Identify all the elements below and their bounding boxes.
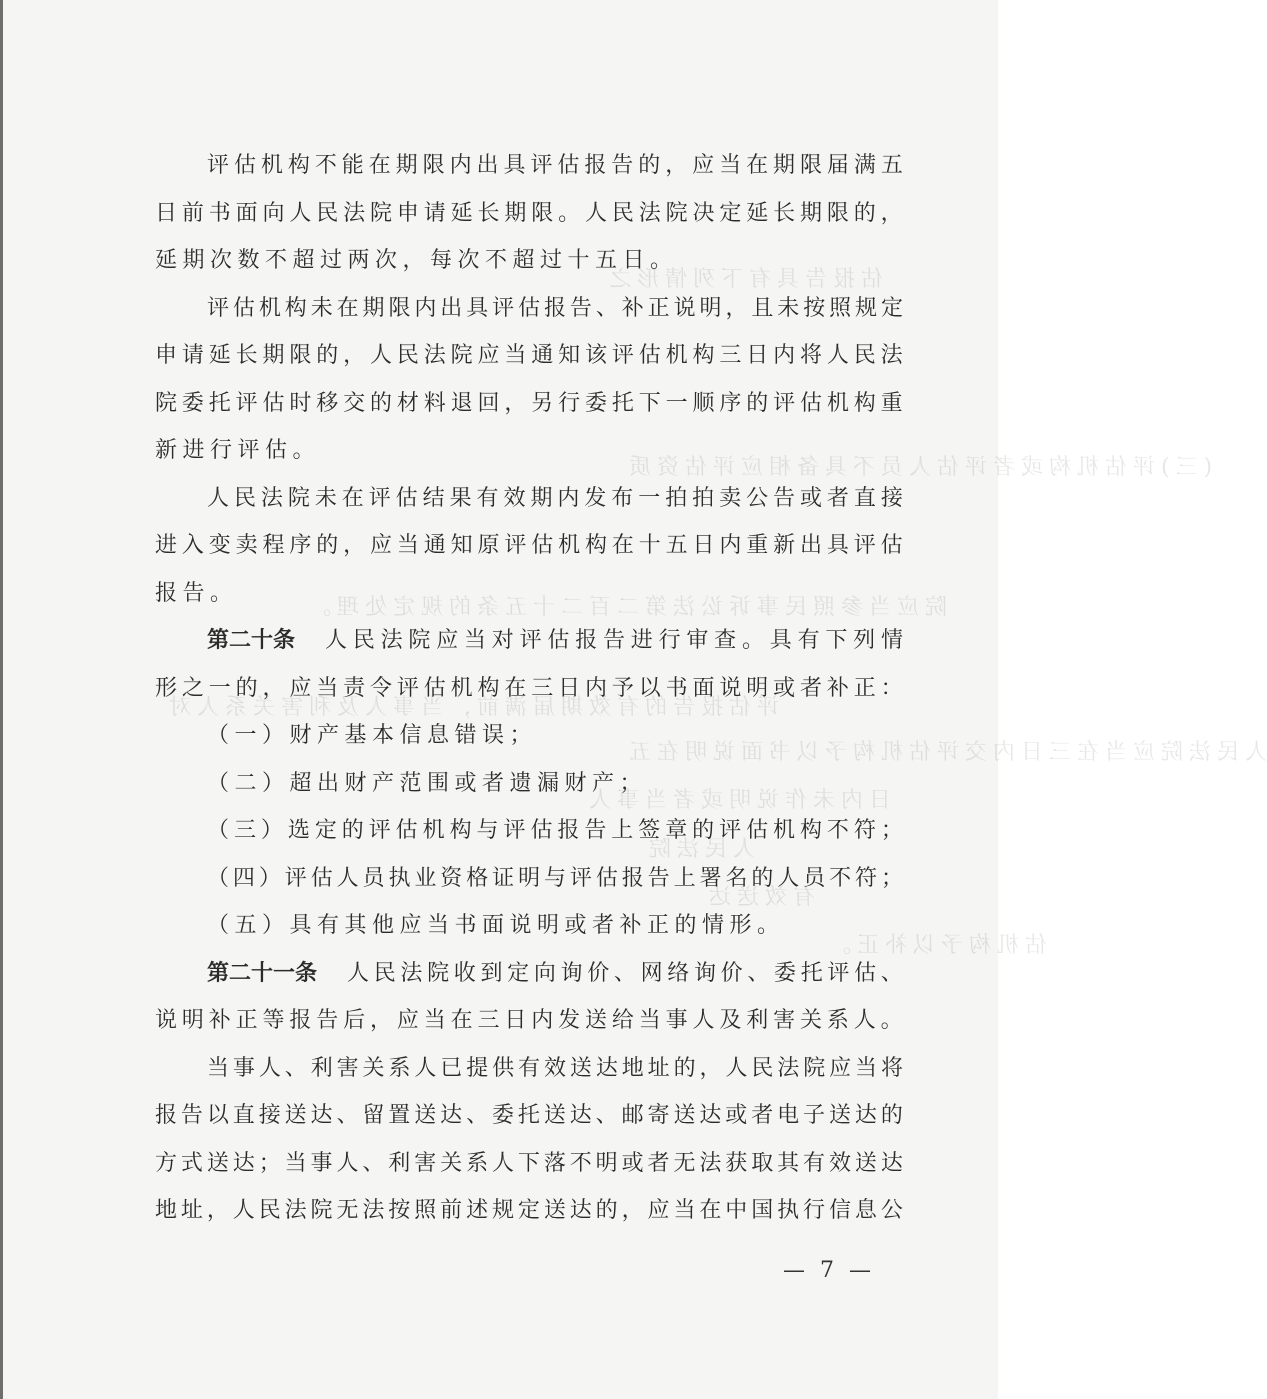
- line-text: （二）超出财产范围或者遗漏财产；: [207, 770, 648, 796]
- line-text: 人 民 法 院 应 当 对 评 估 报 告 进 行 审 查 。 具 有 下 列 情: [325, 628, 903, 653]
- line-text: 评 估 机 构 未 在 期 限 内 出 具 评 估 报 告 、 补 正 说 明 ， 且 未 按 照 规 定: [207, 295, 903, 321]
- text-line: [155, 427, 903, 475]
- line-text: 日 前 书 面 向 人 民 法 院 申 请 延 长 期 限 。 人 民 法 院 决 定 延 长 期 限 的 ，: [155, 200, 903, 226]
- article-line: [155, 617, 903, 665]
- page-number: — 7 —: [783, 1258, 875, 1283]
- text-line: [155, 475, 903, 523]
- text-line: [155, 1187, 903, 1235]
- line-text: 院 委 托 评 估 时 移 交 的 材 料 退 回 ， 另 行 委 托 下 一 顺 序 的 评 估 机 构 重: [155, 390, 903, 416]
- line-text: 申 请 延 长 期 限 的 ， 人 民 法 院 应 当 通 知 该 评 估 机 构 三 日 内 将 人 民 法: [155, 343, 903, 368]
- text-line: [155, 712, 903, 760]
- article-heading: 第二十一条: [207, 959, 318, 986]
- line-text: 人 民 法 院 未 在 评 估 结 果 有 效 期 内 发 布 一 拍 拍 卖 公 告 或 者 直 接: [207, 485, 903, 511]
- text-line: [155, 1045, 903, 1093]
- text-line: [155, 997, 903, 1045]
- text-line: [155, 902, 903, 950]
- text-line: [155, 807, 903, 855]
- text-line: [155, 1092, 903, 1140]
- text-line: [155, 665, 903, 713]
- line-text: 说 明 补 正 等 报 告 后 ， 应 当 在 三 日 内 发 送 给 当 事 人 及 利 害 关 系 人 。: [155, 1008, 903, 1033]
- text-line: [155, 285, 903, 333]
- text-line: [155, 760, 903, 808]
- text-line: [155, 380, 903, 428]
- line-text: 人 民 法 院 收 到 定 向 询 价 、 网 络 询 价 、 委 托 评 估 、: [347, 960, 903, 986]
- text-line: [155, 522, 903, 570]
- line-text: 形 之 一 的 ， 应 当 责 令 评 估 机 构 在 三 日 内 予 以 书 面 说 明 或 者 补 正 ：: [155, 675, 903, 701]
- line-text: （五）具有其他应当书面说明或者补正的情形。: [207, 913, 785, 938]
- line-text: 地 址 ， 人 民 法 院 无 法 按 照 前 述 规 定 送 达 的 ， 应 当 在 中 国 执 行 信 息 公: [155, 1198, 903, 1223]
- text-line: [155, 855, 903, 903]
- line-text: 报告。: [155, 580, 238, 606]
- line-text: 方 式 送 达 ； 当 事 人 、 利 害 关 系 人 下 落 不 明 或 者 无 法 获 取 其 有 效 送 达: [155, 1150, 903, 1176]
- text-line: [155, 237, 903, 285]
- line-text: （ 三 ） 选 定 的 评 估 机 构 与 评 估 报 告 上 签 章 的 评 估 机 构 不 符 ；: [207, 818, 903, 843]
- text-line: [155, 570, 903, 618]
- text-line: [155, 142, 903, 190]
- article-line: [155, 950, 903, 998]
- line-text: 新进行评估。: [155, 438, 321, 463]
- line-text: （ 四 ） 评 估 人 员 执 业 资 格 证 明 与 评 估 报 告 上 署 名 的 人 员 不 符 ；: [207, 865, 903, 891]
- text-line: [155, 332, 903, 380]
- line-text: （一）财产基本信息错误；: [207, 723, 538, 748]
- bleed-through-background: 估报告具有下列情形之 (三)评估机构或者评估人员不具备相应评估资质 院应当参照民事诉讼法第二百二十五条的规定处理。 评估报告的有效期届满前，当事人及利害关系人对 人民法院应当在三日内交评估机构予以书面说明在五 日内未作说明或者当事人 人民法院 有效送达 估机构予以补正。: [163, 267, 1267, 958]
- text-line: [155, 190, 903, 238]
- line-text: 报 告 以 直 接 送 达 、 留 置 送 达 、 委 托 送 达 、 邮 寄 送 达 或 者 电 子 送 达 的: [155, 1103, 903, 1128]
- line-text: 评 估 机 构 不 能 在 期 限 内 出 具 评 估 报 告 的 ， 应 当 在 期 限 届 满 五: [207, 153, 903, 178]
- text-line: [155, 1140, 903, 1188]
- article-heading: 第二十条: [207, 627, 296, 653]
- line-text: 延期次数不超过两次，每次不超过十五日。: [155, 248, 678, 273]
- line-text: 进 入 变 卖 程 序 的 ， 应 当 通 知 原 评 估 机 构 在 十 五 日 内 重 新 出 具 评 估: [155, 533, 903, 558]
- line-text: 当 事 人 、 利 害 关 系 人 已 提 供 有 效 送 达 地 址 的 ， 人 民 法 院 应 当 将: [207, 1055, 903, 1081]
- document-body: [155, 142, 903, 1235]
